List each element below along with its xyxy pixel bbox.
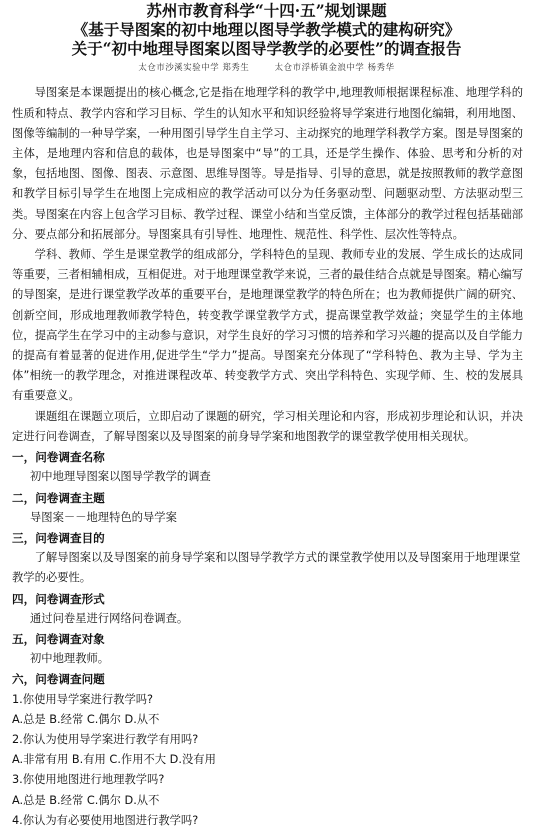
section-heading-theme: 二，问卷调查主题 bbox=[12, 490, 105, 505]
section-text-name: 初中地理导图案以图导学教学的调查 bbox=[30, 470, 211, 484]
section-heading-form: 四，问卷调查形式 bbox=[12, 591, 105, 606]
author-1: 太仓市沙溪实验中学 郑秀生 bbox=[138, 62, 250, 73]
author-2: 太仓市浮桥镇金浪中学 杨秀华 bbox=[274, 62, 395, 73]
section-heading-name: 一，问卷调查名称 bbox=[12, 450, 105, 465]
report-body bbox=[0, 83, 533, 831]
intro-paragraph-2: 学科、教师、学生是课堂教学的组成部分，学科特色的呈现、教师专业的发展、学生成长的达成同等重要，三者相辅相成，互相促进。对于地理课堂教学来说，三者的最佳结合点就是导图案。精心编写的导图案，是进行课堂教学改革的重要平台，是地理课堂教学的特色所在；也为教师提供广阔的研究、创新空间，形成地理教师教学特色，转变教学课堂教学方式，提高课堂教学效益；突显学生的主体地位，提高学生在学习中的主动参与意识，对学生良好的学习习惯的培养和学习兴趣的提高以及自学能力的提高有着显著的促进作用,促进学生“学力”提高。导图案充分体现了“学科特色、教为主导、学为主体”相统一的教学理念，对推进课程改革、转变教学方式、突出学科特色、实现学师、生、校的发展具有重要意义。 bbox=[12, 248, 523, 403]
section-heading-purpose: 三，问卷调查目的 bbox=[12, 530, 105, 545]
report-title: 关于“初中地理导图案以图导学教学的必要性”的调查报告 bbox=[71, 38, 462, 58]
section-text-target: 初中地理教师。 bbox=[30, 652, 110, 666]
question-2: 2.你认为使用导学案进行教学有用吗? bbox=[12, 732, 199, 746]
research-title: 《基于导图案的初中地理以图导学教学模式的建构研究》 bbox=[72, 19, 461, 39]
project-title: 苏州市教育科学“十四·五”规划课题 bbox=[146, 1, 387, 20]
intro-paragraph-1: 导图案是本课题提出的核心概念,它是指在地理学科的教学中,地理教师根据课程标准、地理学科的性质和特点、教学内容和学习目标、学生的认知水平和知识经验将导学案进行地图化编辑，利用地图、图像等编制的一种导学案，一种用图引导学生自主学习、主动探究的地理学科教学方案。图是导图案的主体，是地理内容和信息的载体，也是导图案中“导”的工具，还是学生操作、体验、思考和分析的对象，包括地图、图像、图表、示意图、思维导图等。导是指导、引导的意思，就是按照教师的教学意图和教学目标引导学生在地图上完成相应的教学活动可以分为任务驱动型、问题驱动型、方法驱动型三类。导图案在内容上包含学习目标、教学过程、课堂小结和当堂反馈，主体部分的教学过程包括基础部分、要点部分和拓展部分。导图案具有引导性、地理性、规范性、科学性、层次性等特点。 bbox=[12, 86, 523, 241]
question-2-options: A.非常有用 B.有用 C.作用不大 D.没有用 bbox=[12, 753, 216, 767]
section-text-form: 通过问卷星进行网络问卷调查。 bbox=[30, 611, 189, 625]
question-1-options: A.总是 B.经常 C.偶尔 D.从不 bbox=[12, 712, 160, 726]
section-text-purpose: 了解导图案以及导图案的前身导学案和以图导学教学方式的课堂教学使用以及导图案用于地理课堂教学的必要性。 bbox=[12, 551, 521, 585]
section-heading-target: 五，问卷调查对象 bbox=[12, 631, 105, 646]
question-3: 3.你使用地图进行地理教学吗? bbox=[12, 773, 165, 787]
section-text-theme: 导图案－－地理特色的导学案 bbox=[30, 510, 177, 524]
question-1: 1.你使用导学案进行教学吗? bbox=[12, 692, 154, 706]
question-4: 4.你认为有必要使用地图进行教学吗? bbox=[12, 813, 199, 827]
intro-paragraph-3: 课题组在课题立项后，立即启动了课题的研究，学习相关理论和内容，形成初步理论和认识，并决定进行问卷调查，了解导图案以及导图案的前身导学案和地图教学的课堂教学使用相关现状。 bbox=[12, 409, 523, 443]
question-3-options: A.总是 B.经常 C.偶尔 D.从不 bbox=[12, 793, 160, 807]
author-line bbox=[0, 61, 533, 73]
section-heading-questions: 六，问卷调查问题 bbox=[12, 672, 105, 687]
